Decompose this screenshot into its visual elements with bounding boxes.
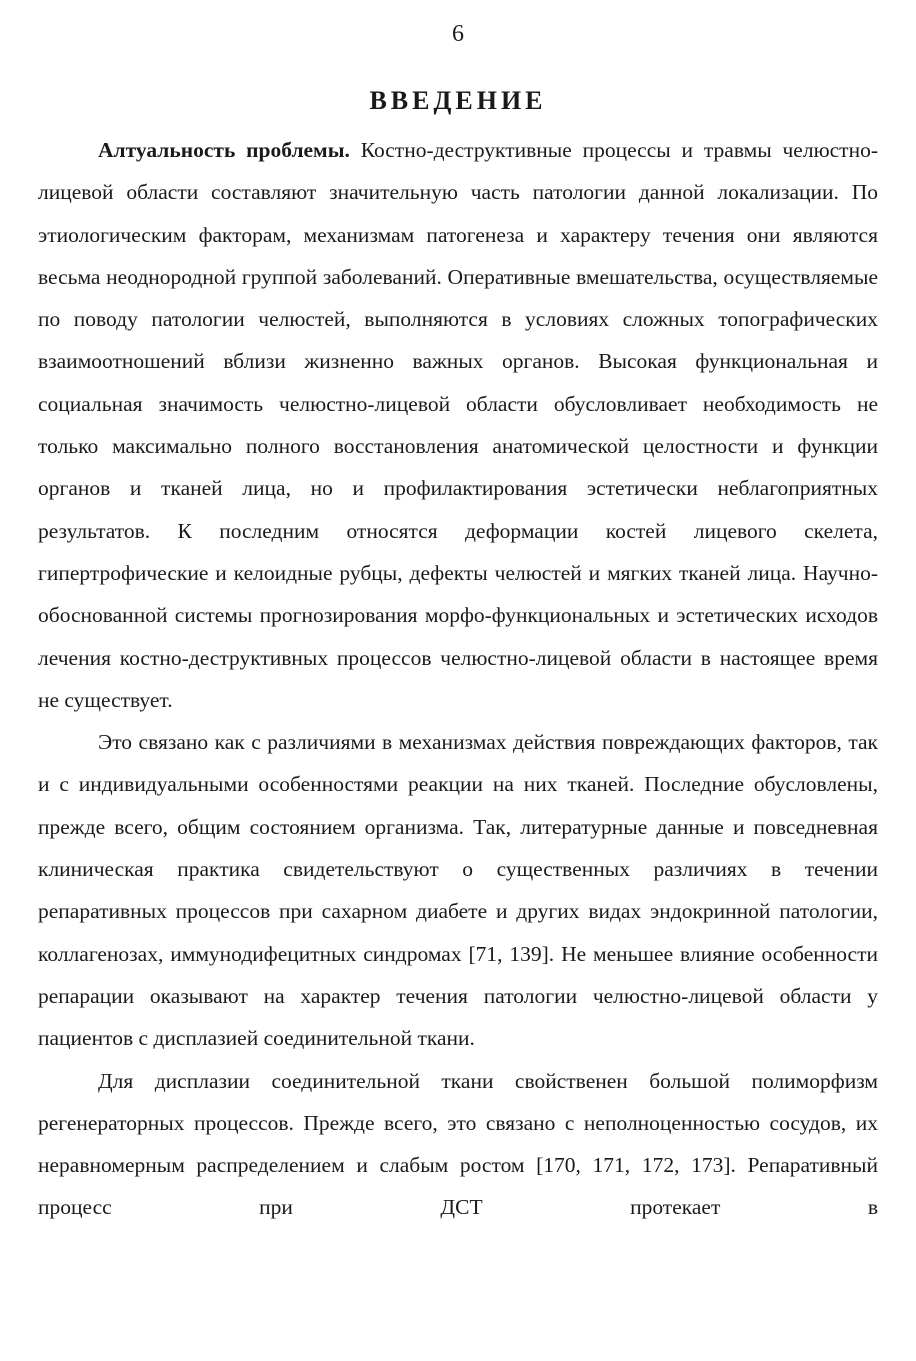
paragraph-lead: Алтуальность проблемы. <box>98 138 350 162</box>
paragraph-dysplasia <box>38 1060 878 1229</box>
page-number: 6 <box>452 21 464 47</box>
body-text <box>38 129 878 1229</box>
paragraph-text: Костно-деструктивные процессы и травмы челюстно-лицевой области составляют значительную часть патологии данной локализации. По этиологическим факторам, механизмам патогенеза и характеру течения они являются весьма неоднородной группой заболеваний. Оперативные вмешательства, осуществляемые по поводу патологии челюстей, выполняются в условиях сложных топографических взаимоотношений вблизи жизненно важных органов. Высокая функциональная и социальная значимость челюстно-лицевой области обусловливает необходимость не только максимально полного восстановления анатомической целостности и функции органов и тканей лица, но и профилактирования эстетически неблагоприятных результатов. К последним относятся деформации костей лицевого скелета, гипертрофические и келоидные рубцы, дефекты челюстей и мягких тканей лица. Научно-обоснованной системы прогнозирования морфо-функциональных и эстетических исходов лечения костно-деструктивных процессов челюстно-лицевой области в настоящее время не существует. <box>38 138 878 712</box>
paragraph-relevance <box>38 129 878 721</box>
paragraph-text: Это связано как с различиями в механизмах действия повреждающих факторов, так и с индивидуальными особенностями реакции на них тканей. Последние обусловлены, прежде всего, общим состоянием организма. Так, литературные данные и повседневная клиническая практика свидетельствуют о существенных различиях в течении репаративных процессов при сахарном диабете и других видах эндокринной патологии, коллагенозах, иммунодифецитных синдромах [71, 139]. Не меньшее влияние особенности репарации оказывают на характер течения патологии челюстно-лицевой области у пациентов с дисплазией соединительной ткани. <box>38 730 878 1051</box>
section-heading: ВВЕДЕНИЕ <box>369 86 547 115</box>
paragraph-text: Для дисплазии соединительной ткани свойственен большой полиморфизм регенераторных процессов. Прежде всего, это связано с неполноценностью сосудов, их неравномерным распределением и слабым ростом [170, 171, 172, 173]. Репаративный процесс при ДСТ протекает в <box>38 1068 878 1220</box>
paragraph-causes <box>38 721 878 1059</box>
